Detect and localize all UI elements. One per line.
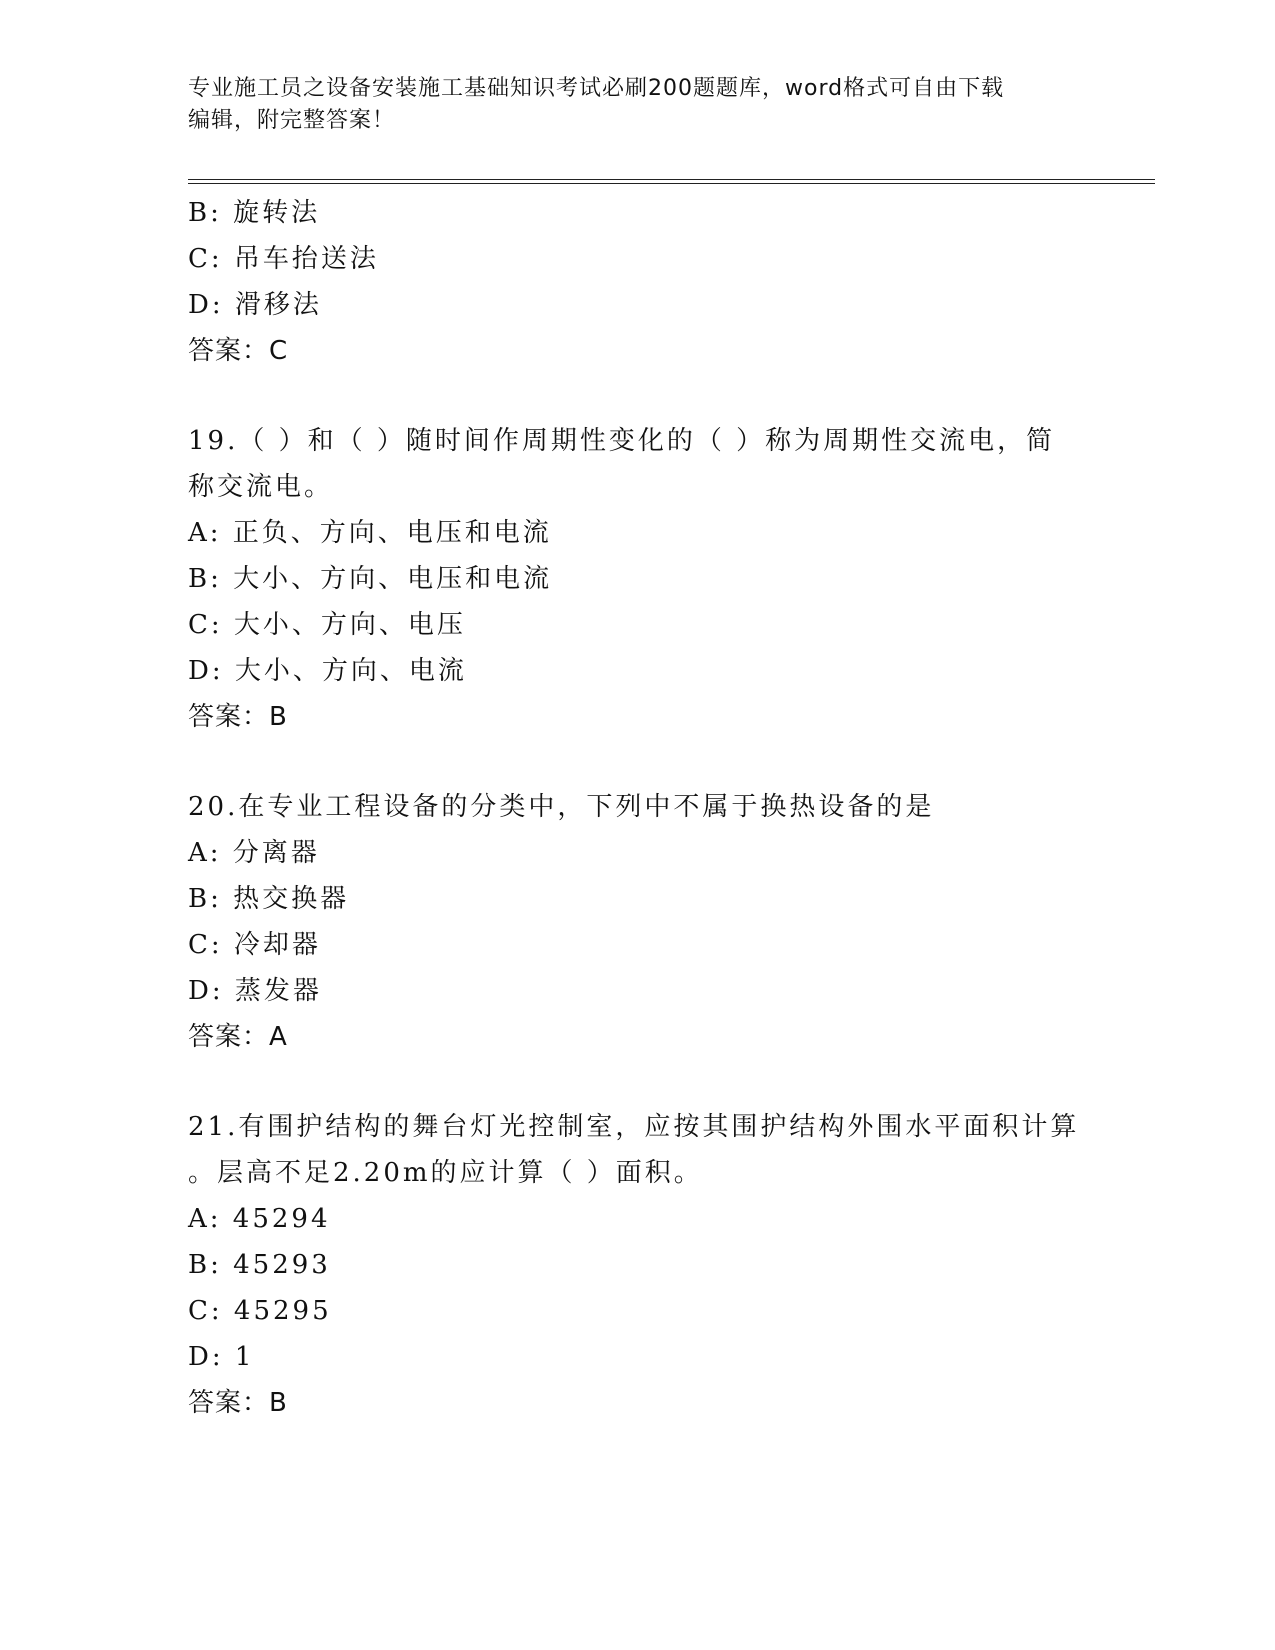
answer: 答案：A — [188, 1022, 288, 1052]
option-c: C: 大小、方向、电压 — [188, 610, 466, 640]
option-b: B: 45293 — [188, 1250, 331, 1280]
question-stem-line-2: 。层高不足2.20m的应计算（ ）面积。 — [188, 1158, 703, 1188]
question-stem-line-1: 20.在专业工程设备的分类中，下列中不属于换热设备的是 — [188, 792, 935, 822]
answer: 答案：B — [188, 702, 288, 732]
document-body — [188, 190, 1088, 1426]
option-b: B: 旋转法 — [188, 198, 321, 228]
option-b: B: 大小、方向、电压和电流 — [188, 564, 553, 594]
option-a: A: 45294 — [188, 1204, 331, 1234]
option-d: D: 蒸发器 — [188, 976, 322, 1006]
option-d: D: 大小、方向、电流 — [188, 656, 467, 686]
option-b: B: 热交换器 — [188, 884, 350, 914]
answer: 答案：C — [188, 336, 289, 366]
question-21 — [188, 1104, 1088, 1426]
question-stem-line-1: 21.有围护结构的舞台灯光控制室，应按其围护结构外围水平面积计算 — [188, 1112, 1080, 1142]
header-divider — [188, 179, 1155, 184]
option-d: D: 1 — [188, 1342, 255, 1372]
option-a: A: 正负、方向、电压和电流 — [188, 518, 552, 548]
header-line-1: 专业施工员之设备安装施工基础知识考试必刷200题题库，word格式可自由下载 — [188, 76, 1005, 101]
option-d: D: 滑移法 — [188, 290, 322, 320]
option-a: A: 分离器 — [188, 838, 320, 868]
answer: 答案：B — [188, 1388, 288, 1418]
page-header — [188, 73, 1088, 137]
option-c: C: 吊车抬送法 — [188, 244, 379, 274]
question-stem-line-1: 19.（ ）和（ ）随时间作周期性变化的（ ）称为周期性交流电，简 — [188, 426, 1056, 456]
option-c: C: 45295 — [188, 1296, 332, 1326]
option-c: C: 冷却器 — [188, 930, 321, 960]
question-18-continued — [188, 190, 1088, 374]
question-20 — [188, 784, 1088, 1060]
question-stem-line-2: 称交流电。 — [188, 472, 334, 502]
header-line-2: 编辑，附完整答案！ — [188, 108, 396, 133]
question-19 — [188, 418, 1088, 740]
